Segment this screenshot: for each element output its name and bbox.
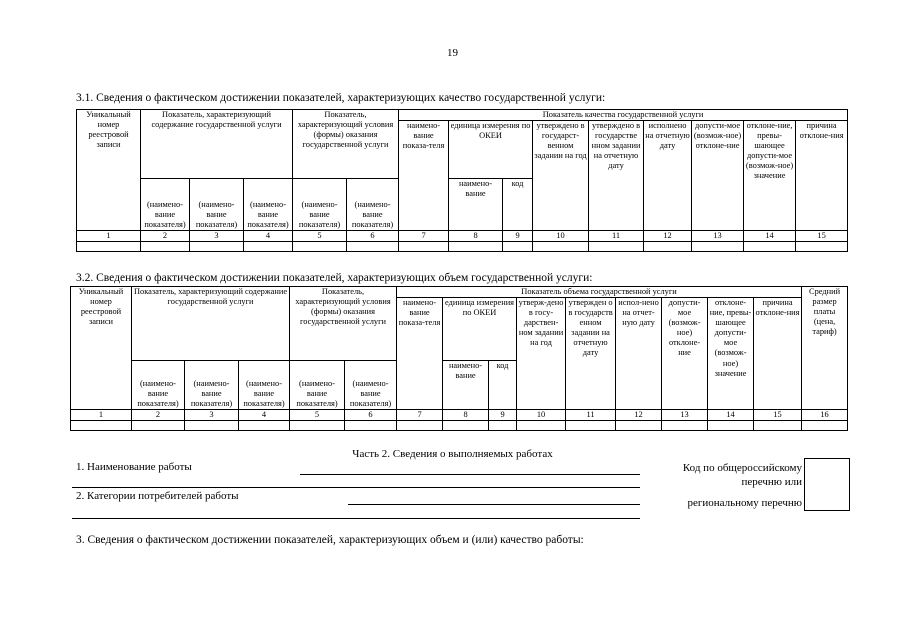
sub-indicator-name: (наимено-вание показателя)	[132, 361, 185, 410]
column-number: 16	[802, 410, 848, 421]
sub-indicator-name: (наимено-вание показателя)	[293, 179, 347, 231]
work-name-label: 1. Наименование работы	[76, 461, 192, 473]
header-approved-year: утверждено в государст-венном задании на год	[533, 121, 589, 231]
sub-indicator-name: (наимено-вание показателя)	[185, 361, 239, 410]
header-unit-name: наимено-вание	[449, 179, 503, 231]
sub-indicator-name: (наимено-вание показателя)	[244, 179, 293, 231]
section-3-2-title: 3.2. Сведения о фактическом достижении показателей, характеризующих объем государственной услуги:	[76, 272, 593, 284]
table-row	[77, 242, 848, 252]
header-allowed-deviation: допусти-мое (возмож-ное) отклоне-ние	[662, 298, 708, 410]
column-number: 7	[399, 231, 449, 242]
column-number: 14	[708, 410, 754, 421]
header-unique-record: Уникальный номер реестровой записи	[77, 110, 141, 231]
column-number: 12	[616, 410, 662, 421]
consumers-line-2[interactable]	[72, 518, 640, 519]
column-number: 9	[503, 231, 533, 242]
header-unit: единица измерения по ОКЕИ	[449, 121, 533, 179]
column-number: 3	[190, 231, 244, 242]
header-unique-record: Уникальный номер реестровой записи	[71, 287, 132, 410]
work-name-line-2[interactable]	[72, 487, 640, 488]
header-approved-date: утверждено в государстве нном задании на отчетную дату	[589, 121, 644, 231]
header-content-indicator: Показатель, характеризующий содержание государственной услуги	[132, 287, 290, 361]
column-number: 3	[185, 410, 239, 421]
header-content-indicator: Показатель, характеризующий содержание государственной услуги	[141, 110, 293, 179]
column-number: 8	[443, 410, 489, 421]
header-indicator-name: наимено-вание показа-теля	[399, 121, 449, 231]
header-allowed-deviation: допусти-мое (возмож-ное) отклоне-ние	[692, 121, 744, 231]
code-label-2: региональному перечню	[687, 497, 802, 509]
header-executed: исполнено на отчетную дату	[644, 121, 692, 231]
sub-indicator-name: (наимено-вание показателя)	[239, 361, 290, 410]
section-3-1-title: 3.1. Сведения о фактическом достижении показателей, характеризующих качество государственной услуги:	[76, 92, 606, 104]
column-number: 13	[662, 410, 708, 421]
column-number: 14	[744, 231, 796, 242]
header-volume-group: Показатель объема государственной услуги	[397, 287, 802, 298]
column-number: 1	[77, 231, 141, 242]
column-number: 6	[345, 410, 397, 421]
column-number: 4	[244, 231, 293, 242]
header-average-fee: Средний размер платы (цена, тариф)	[802, 287, 848, 410]
header-approved-year: утверж-дено в госу-дарствен-ном задании на год	[517, 298, 566, 410]
volume-indicators-table	[70, 286, 848, 431]
header-executed: испол-нено на отчет-ную дату	[616, 298, 662, 410]
consumers-line[interactable]	[348, 504, 640, 505]
header-unit-code: код	[503, 179, 533, 231]
header-indicator-name: наимено-вание показа-теля	[397, 298, 443, 410]
code-label-1: Код по общероссийскому перечню или	[682, 462, 802, 489]
column-number: 15	[796, 231, 848, 242]
work-name-line[interactable]	[300, 474, 640, 475]
column-number: 9	[489, 410, 517, 421]
header-deviation-reason: причина отклоне-ния	[754, 298, 802, 410]
column-number: 13	[692, 231, 744, 242]
column-numbers-row	[71, 410, 848, 421]
column-number: 15	[754, 410, 802, 421]
header-conditions-indicator: Показатель, характеризующий условия (формы) оказания государственной услуги	[290, 287, 397, 361]
column-number: 1	[71, 410, 132, 421]
header-conditions-indicator: Показатель, характеризующий условия (формы) оказания государственной услуги	[293, 110, 399, 179]
column-number: 10	[517, 410, 566, 421]
column-number: 11	[566, 410, 616, 421]
code-input-box[interactable]	[804, 458, 850, 511]
column-number: 11	[589, 231, 644, 242]
header-unit: единица измерения по ОКЕИ	[443, 298, 517, 361]
page-number: 19	[447, 47, 458, 59]
column-number: 2	[141, 231, 190, 242]
column-number: 7	[397, 410, 443, 421]
quality-indicators-table	[76, 109, 848, 252]
sub-indicator-name: (наимено-вание показателя)	[141, 179, 190, 231]
consumers-label: 2. Категории потребителей работы	[76, 490, 239, 502]
header-exceeding-deviation: отклоне-ние, превы-шающее допусти-мое (возмож-ное) значение	[744, 121, 796, 231]
header-approved-date: утвержден о в государств енном задании на отчетную дату	[566, 298, 616, 410]
column-number: 10	[533, 231, 589, 242]
column-number: 2	[132, 410, 185, 421]
table-row	[71, 421, 848, 431]
sub-indicator-name: (наимено-вание показателя)	[347, 179, 399, 231]
column-number: 6	[347, 231, 399, 242]
header-unit-name: наимено-вание	[443, 361, 489, 410]
sub-indicator-name: (наимено-вание показателя)	[290, 361, 345, 410]
column-number: 5	[293, 231, 347, 242]
sub-indicator-name: (наимено-вание показателя)	[345, 361, 397, 410]
header-quality-group: Показатель качества государственной услуги	[399, 110, 848, 121]
column-number: 12	[644, 231, 692, 242]
part-2-title: Часть 2. Сведения о выполняемых работах	[352, 448, 553, 460]
section-3-title: 3. Сведения о фактическом достижении показателей, характеризующих объем и (или) качество работы:	[76, 534, 584, 546]
sub-indicator-name: (наимено-вание показателя)	[190, 179, 244, 231]
column-numbers-row	[77, 231, 848, 242]
column-number: 4	[239, 410, 290, 421]
header-deviation-reason: причина отклоне-ния	[796, 121, 848, 231]
header-unit-code: код	[489, 361, 517, 410]
column-number: 5	[290, 410, 345, 421]
header-exceeding-deviation: отклоне-ние, превы-шающее допусти-мое (возмож-ное) значение	[708, 298, 754, 410]
column-number: 8	[449, 231, 503, 242]
